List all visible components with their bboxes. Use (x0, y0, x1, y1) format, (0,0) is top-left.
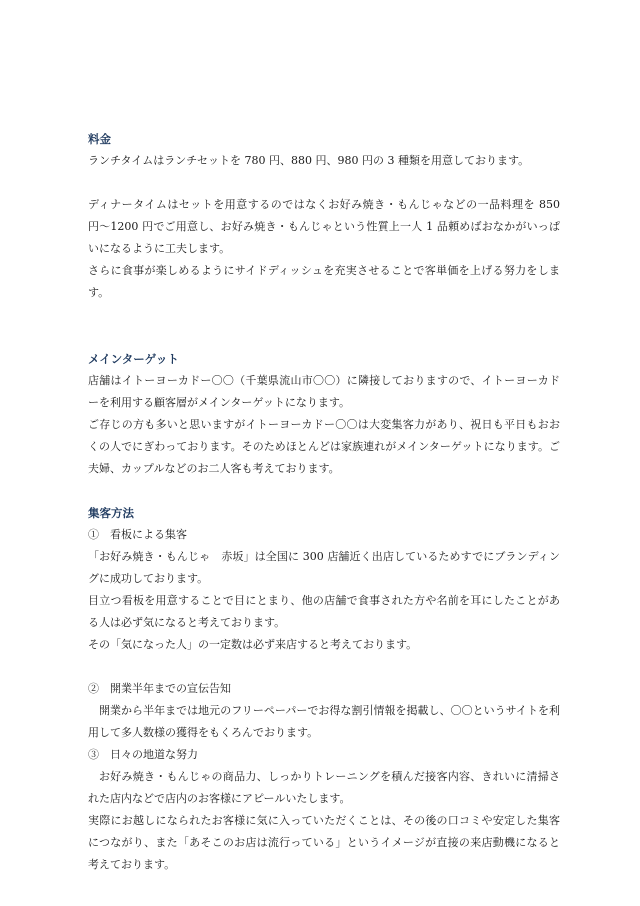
method-3-paragraph-1: お好み焼き・もんじゃの商品力、しっかりトレーニングを積んだ接客内容、きれいに清掃された店内などで店内のお客様にアピールいたします。 (88, 770, 560, 805)
pricing-lunch-text: ランチタイムはランチセットを 780 円、880 円、980 円の 3 種類を用意しております。 (88, 154, 530, 167)
pricing-side-text: さらに食事が楽しめるようにサイドディッシュを充実させることで客単価を上げる努力をします。 (88, 264, 560, 299)
spacer (88, 304, 560, 348)
pricing-heading: 料金 (88, 132, 111, 146)
method-3-paragraph-2: 実際にお越しになられたお客様に気に入っていただくことは、その後の口コミや安定した集客につながり、また「あそこのお店は流行っている」というイメージが直接の来店動機になると考えております。 (88, 814, 560, 871)
target-paragraph-2: ご存じの方も多いと思いますがイトーヨーカドー〇〇は大変集客力があり、祝日も平日もおおくの人でにぎわっております。そのためほとんどは家族連れがメインターゲットになります。ご夫婦、カップルなどのお二人客も考えております。 (88, 418, 560, 475)
method-1-title: ① 看板による集客 (88, 528, 187, 541)
target-paragraph-1: 店舗はイトーヨーカドー〇〇（千葉県流山市〇〇）に隣接しておりますので、イトーヨーカドーを利用する顧客層がメインターゲットになります。 (88, 374, 560, 409)
method-2-paragraph-1: 開業から半年までは地元のフリーペーパーでお得な割引情報を掲載し、〇〇というサイトを利用して多人数様の獲得をもくろんでおります。 (88, 704, 560, 739)
target-heading: メインターゲット (88, 352, 179, 366)
method-1-paragraph-2: 目立つ看板を用意することで目にとまり、他の店舗で食事された方や名前を耳にしたことがある人は必ず気になると考えております。 (88, 594, 560, 629)
method-1-paragraph-1: 「お好み焼き・もんじゃ 赤坂」は全国に 300 店舗近く出店しているためすでにブランディングに成功しております。 (88, 550, 560, 585)
spacer (88, 480, 560, 502)
spacer (88, 656, 560, 678)
method-1-paragraph-3: その「気になった人」の一定数は必ず来店すると考えております。 (88, 638, 418, 651)
spacer (88, 172, 560, 194)
method-3-title: ③ 日々の地道な努力 (88, 748, 198, 761)
pricing-dinner-text: ディナータイムはセットを用意するのではなくお好み焼き・もんじゃなどの一品料理を 850 円〜1200 円でご用意し、お好み焼き・もんじゃという性質上一人 1 品頼めばおなかがいっぱいになるように工夫します。 (88, 198, 560, 255)
document-body (88, 128, 560, 876)
methods-heading: 集客方法 (88, 506, 134, 520)
method-2-title: ② 開業半年までの宣伝告知 (88, 682, 231, 695)
